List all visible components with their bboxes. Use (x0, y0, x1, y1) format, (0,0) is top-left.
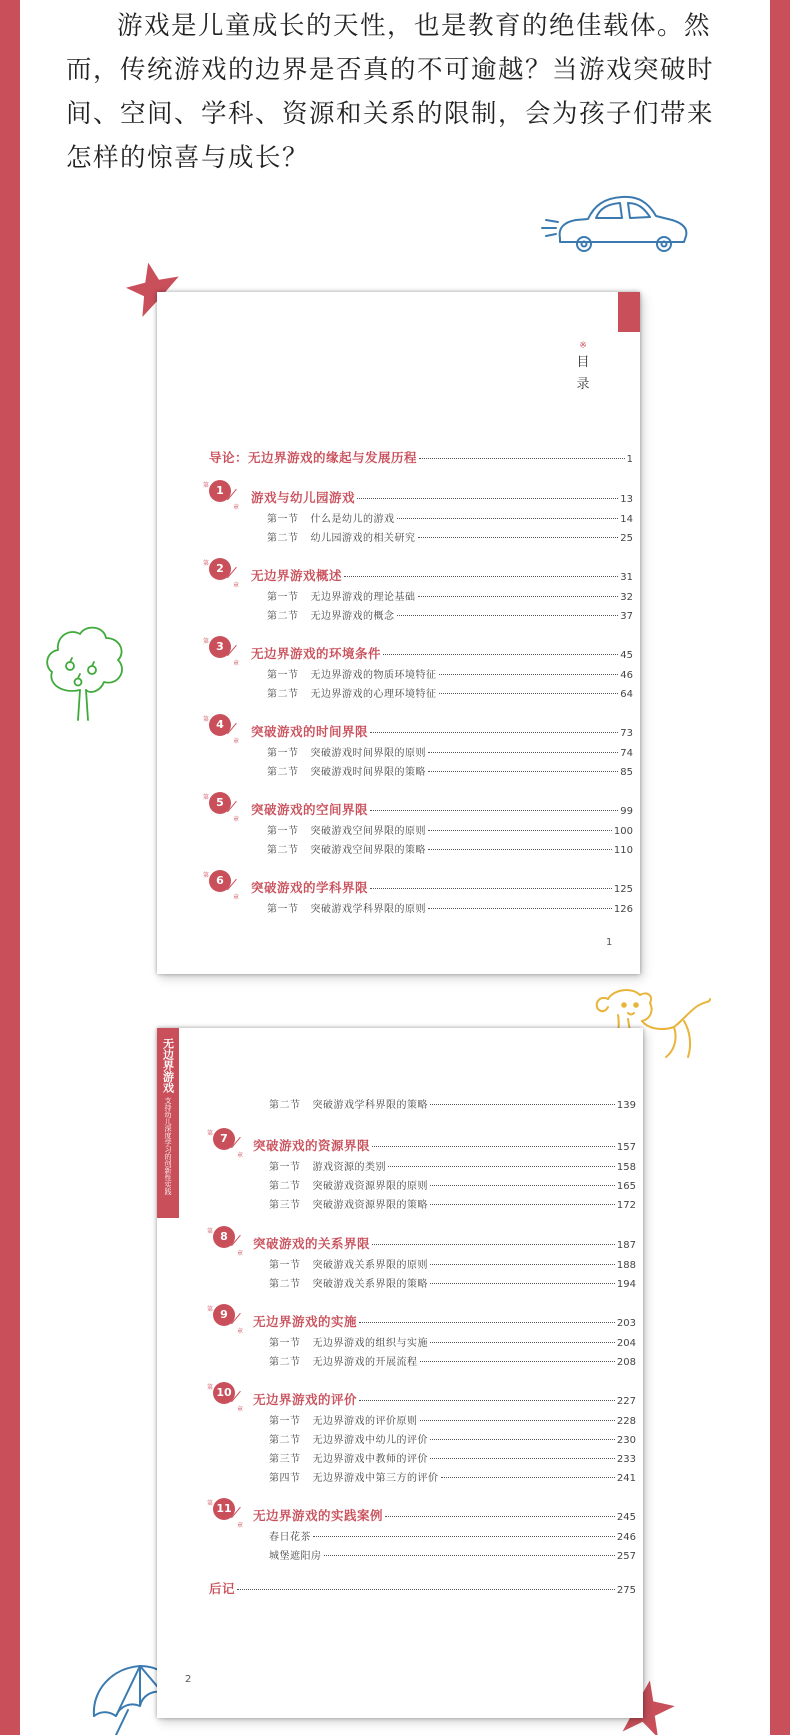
car-icon (540, 190, 700, 265)
chapter-di: 第 (207, 1384, 214, 1391)
toc-section-entry[interactable] (269, 1196, 636, 1211)
toc-title (575, 340, 591, 396)
section-title: 无边界游戏的组织与实施 (312, 1338, 428, 1349)
section-number: 第二节 (269, 1435, 301, 1446)
toc-leader-dots (313, 1536, 615, 1537)
toc-leader-dots (359, 1322, 615, 1323)
toc-intro-entry[interactable] (209, 448, 633, 466)
section-title: 突破游戏学科界限的策略 (312, 1100, 428, 1111)
toc-page-number: 165 (616, 1181, 636, 1192)
chapter-badge (207, 1498, 247, 1529)
chapter-number-badge: 11 (213, 1498, 235, 1520)
section-number: 第一节 (269, 1416, 301, 1427)
chapter-di: 第 (207, 1130, 214, 1137)
toc-section-entry[interactable] (269, 1431, 636, 1446)
toc-page-number: 208 (616, 1357, 636, 1368)
chapter-title: 突破游戏的空间界限 (251, 802, 369, 817)
toc-leader-dots (430, 1204, 615, 1205)
section-number: 第一节 (267, 592, 299, 603)
toc-chapter-entry[interactable] (251, 644, 633, 662)
section-number: 第二节 (269, 1279, 301, 1290)
toc-page-number: 139 (616, 1100, 636, 1111)
toc-page-number: 158 (616, 1162, 636, 1173)
toc-page-number: 228 (616, 1416, 636, 1427)
section-number: 第一节 (269, 1260, 301, 1271)
toc-leader-dots (428, 771, 618, 772)
toc-page-number: 45 (620, 650, 633, 661)
chapter-di: 第 (203, 560, 210, 567)
section-title: 什么是幼儿的游戏 (310, 514, 395, 525)
toc-section-entry[interactable] (267, 666, 633, 681)
section-title: 突破游戏资源界限的策略 (312, 1200, 428, 1211)
section-number: 第二节 (269, 1100, 301, 1111)
toc-chapter-entry[interactable] (253, 1312, 636, 1330)
chapter-number-badge: 7 (213, 1128, 235, 1150)
toc-page-number: 157 (616, 1142, 636, 1153)
section-number: 第二节 (267, 611, 299, 622)
toc-leader-dots (428, 752, 618, 753)
section-number: 第一节 (267, 670, 299, 681)
right-border (770, 0, 790, 1735)
toc-leader-dots (370, 810, 618, 811)
chapter-number-badge: 4 (209, 714, 231, 736)
section-title: 无边界游戏的开展流程 (312, 1357, 418, 1368)
section-title: 突破游戏空间界限的原则 (310, 826, 426, 837)
section-title: 突破游戏关系界限的策略 (312, 1279, 428, 1290)
toc-chapter-entry[interactable] (253, 1506, 636, 1524)
section-title: 无边界游戏的心理环境特征 (310, 689, 437, 700)
toc-chapter-entry[interactable] (251, 800, 633, 818)
toc-section-entry[interactable] (267, 529, 633, 544)
chapter-number-badge: 8 (213, 1226, 235, 1248)
toc-page-number: 64 (620, 689, 633, 700)
toc-page-number: 100 (613, 826, 633, 837)
chapter-title: 无边界游戏的评价 (253, 1392, 358, 1407)
toc-page-number: 110 (613, 845, 633, 856)
toc-section-entry[interactable] (269, 1528, 636, 1543)
toc-chapter-entry[interactable] (251, 722, 633, 740)
toc-leader-dots (372, 1244, 615, 1245)
page-number: 1 (606, 937, 613, 948)
chapter-zhang: 章 (237, 1250, 244, 1257)
toc-leader-dots (359, 1400, 615, 1401)
toc-chapter-entry[interactable] (253, 1234, 636, 1252)
toc-page-number: 1 (626, 454, 633, 465)
section-number: 第二节 (267, 767, 299, 778)
toc-leader-dots (428, 849, 612, 850)
toc-page-number: 241 (616, 1473, 636, 1484)
chapter-title: 游戏与幼儿园游戏 (251, 490, 356, 505)
chapter-badge (207, 1128, 247, 1159)
chapter-badge (203, 636, 243, 667)
toc-leader-dots (430, 1185, 615, 1186)
chapter-number-badge: 3 (209, 636, 231, 658)
toc-intro-label: 导论：无边界游戏的缘起与发展历程 (209, 450, 418, 465)
toc-page-number: 188 (616, 1260, 636, 1271)
toc-section-entry[interactable] (269, 1158, 636, 1173)
toc-leader-dots (370, 732, 618, 733)
section-number: 第一节 (269, 1162, 301, 1173)
toc-leader-dots (324, 1555, 615, 1556)
toc-leader-dots (430, 1439, 615, 1440)
chapter-number-badge: 10 (213, 1382, 235, 1404)
chapter-zhang: 章 (237, 1152, 244, 1159)
toc-page-number: 257 (616, 1551, 636, 1562)
section-number: 第一节 (267, 904, 299, 915)
toc-section-entry[interactable] (267, 822, 633, 837)
section-title: 突破游戏空间界限的策略 (310, 845, 426, 856)
toc-page-number: 227 (616, 1396, 636, 1407)
toc-section-entry[interactable] (269, 1256, 636, 1271)
section-number: 第一节 (267, 826, 299, 837)
section-number: 第二节 (269, 1181, 301, 1192)
chapter-di: 第 (207, 1306, 214, 1313)
toc-page-number: 275 (616, 1585, 636, 1596)
chapter-di: 第 (203, 482, 210, 489)
toc-leader-dots (357, 498, 618, 499)
section-number: 第三节 (269, 1200, 301, 1211)
toc-chapter-entry[interactable] (251, 488, 633, 506)
section-number: 第二节 (267, 689, 299, 700)
toc-page-number: 74 (620, 748, 633, 759)
toc-section-entry[interactable] (269, 1096, 636, 1111)
toc-section-entry[interactable] (267, 607, 633, 622)
section-title: 突破游戏时间界限的策略 (310, 767, 426, 778)
section-number: 第一节 (267, 748, 299, 759)
toc-leader-dots (439, 674, 619, 675)
chapter-title: 突破游戏的学科界限 (251, 880, 369, 895)
tree-icon (42, 622, 128, 722)
section-title: 突破游戏学科界限的原则 (310, 904, 426, 915)
chapter-badge (203, 792, 243, 823)
intro-paragraph: 游戏是儿童成长的天性，也是教育的绝佳载体。然而，传统游戏的边界是否真的不可逾越？当游戏突破时间、空间、学科、资源和关系的限制，会为孩子们带来怎样的惊喜与成长？ (66, 11, 715, 173)
toc-leader-dots (420, 1420, 615, 1421)
toc-leader-dots (418, 537, 619, 538)
chapter-title: 无边界游戏的实践案例 (253, 1508, 384, 1523)
section-title: 春日花茶 (269, 1532, 311, 1543)
toc-leader-dots (419, 458, 625, 459)
toc-section-entry[interactable] (269, 1177, 636, 1192)
chapter-zhang: 章 (233, 894, 240, 901)
toc-leader-dots (383, 654, 618, 655)
chapter-di: 第 (207, 1500, 214, 1507)
chapter-badge (203, 714, 243, 745)
chapter-number-badge: 5 (209, 792, 231, 814)
page-number: 2 (185, 1674, 192, 1685)
chapter-title: 突破游戏的资源界限 (253, 1138, 371, 1153)
toc-section-entry[interactable] (267, 685, 633, 700)
toc-star: ※ (579, 341, 587, 351)
toc-section-entry[interactable] (267, 763, 633, 778)
section-number: 第二节 (269, 1357, 301, 1368)
afterword-label: 后记 (209, 1581, 236, 1596)
toc-page-number: 13 (620, 494, 633, 505)
toc-section-entry[interactable] (267, 588, 633, 603)
chapter-zhang: 章 (233, 582, 240, 589)
section-title: 无边界游戏中第三方的评价 (312, 1473, 439, 1484)
toc-leader-dots (430, 1342, 615, 1343)
section-number: 第二节 (267, 845, 299, 856)
toc-page-number: 125 (613, 884, 633, 895)
chapter-di: 第 (207, 1228, 214, 1235)
chapter-zhang: 章 (237, 1328, 244, 1335)
book-side-title: 无边界游戏 (161, 1038, 175, 1093)
book-side-tab (157, 1028, 179, 1218)
toc-chapter-entry[interactable] (251, 566, 633, 584)
toc-section-entry[interactable] (269, 1275, 636, 1290)
chapter-di: 第 (203, 872, 210, 879)
chapter-zhang: 章 (233, 660, 240, 667)
toc-page-number: 14 (620, 514, 633, 525)
toc-leader-dots (372, 1146, 615, 1147)
toc-section-entry[interactable] (269, 1450, 636, 1465)
section-title: 幼儿园游戏的相关研究 (310, 533, 416, 544)
toc-leader-dots (388, 1166, 615, 1167)
toc-leader-dots (370, 888, 612, 889)
section-title: 无边界游戏的物质环境特征 (310, 670, 437, 681)
toc-section-entry[interactable] (269, 1334, 636, 1349)
toc-page-number: 203 (616, 1318, 636, 1329)
chapter-title: 无边界游戏的环境条件 (251, 646, 382, 661)
section-title: 城堡遮阳房 (269, 1551, 322, 1562)
chapter-number-badge: 2 (209, 558, 231, 580)
toc-page-number: 31 (620, 572, 633, 583)
section-title: 无边界游戏的评价原则 (312, 1416, 418, 1427)
section-title: 无边界游戏中教师的评价 (312, 1454, 428, 1465)
toc-leader-dots (430, 1104, 615, 1105)
toc-leader-dots (439, 693, 619, 694)
toc-chapter-entry[interactable] (253, 1390, 636, 1408)
chapter-title: 无边界游戏的实施 (253, 1314, 358, 1329)
toc-title-text: 目录 (576, 355, 590, 392)
toc-page-number: 246 (616, 1532, 636, 1543)
section-title: 突破游戏资源界限的原则 (312, 1181, 428, 1192)
toc-leader-dots (397, 615, 619, 616)
section-title: 游戏资源的类别 (312, 1162, 386, 1173)
section-title: 无边界游戏的概念 (310, 611, 395, 622)
toc-leader-dots (418, 596, 619, 597)
toc-page-number: 230 (616, 1435, 636, 1446)
section-number: 第一节 (267, 514, 299, 525)
toc-leader-dots (430, 1264, 615, 1265)
chapter-badge (203, 870, 243, 901)
toc-page-number: 32 (620, 592, 633, 603)
toc-section-entry[interactable] (269, 1412, 636, 1427)
toc-section-entry[interactable] (269, 1547, 636, 1562)
chapter-number-badge: 6 (209, 870, 231, 892)
toc-leader-dots (430, 1458, 615, 1459)
toc-page-number: 187 (616, 1240, 636, 1251)
toc-page-number: 73 (620, 728, 633, 739)
page-corner-tab (618, 292, 640, 332)
chapter-title: 突破游戏的时间界限 (251, 724, 369, 739)
section-title: 无边界游戏中幼儿的评价 (312, 1435, 428, 1446)
toc-page-number: 126 (613, 904, 633, 915)
toc-section-entry[interactable] (267, 510, 633, 525)
section-title: 突破游戏时间界限的原则 (310, 748, 426, 759)
book-side-subtitle: 支持幼儿深度学习的创新性实践 (164, 1097, 172, 1195)
toc-leader-dots (397, 518, 619, 519)
toc-page-number: 194 (616, 1279, 636, 1290)
chapter-number-badge: 1 (209, 480, 231, 502)
chapter-badge (203, 480, 243, 511)
toc-leader-dots (441, 1477, 615, 1478)
toc-chapter-entry[interactable] (251, 878, 633, 896)
chapter-zhang: 章 (233, 504, 240, 511)
toc-section-entry[interactable] (267, 744, 633, 759)
chapter-zhang: 章 (233, 816, 240, 823)
toc-page-number: 245 (616, 1512, 636, 1523)
toc-page-number: 172 (616, 1200, 636, 1211)
chapter-zhang: 章 (237, 1406, 244, 1413)
toc-page-2 (157, 1028, 643, 1718)
toc-page-number: 85 (620, 767, 633, 778)
chapter-title: 无边界游戏概述 (251, 568, 343, 583)
toc-page-number: 46 (620, 670, 633, 681)
toc-leader-dots (344, 576, 618, 577)
toc-leader-dots (385, 1516, 615, 1517)
chapter-badge (207, 1304, 247, 1335)
toc-leader-dots (428, 830, 612, 831)
toc-leader-dots (428, 908, 612, 909)
toc-section-entry[interactable] (269, 1353, 636, 1368)
chapter-badge (203, 558, 243, 589)
section-number: 第一节 (269, 1338, 301, 1349)
toc-section-entry[interactable] (269, 1469, 636, 1484)
section-number: 第三节 (269, 1454, 301, 1465)
toc-leader-dots (420, 1361, 615, 1362)
section-number: 第四节 (269, 1473, 301, 1484)
toc-afterword-entry[interactable] (209, 1579, 636, 1597)
toc-page-number: 37 (620, 611, 633, 622)
chapter-zhang: 章 (233, 738, 240, 745)
left-border (0, 0, 20, 1735)
toc-leader-dots (237, 1589, 615, 1590)
toc-leader-dots (430, 1283, 615, 1284)
chapter-number-badge: 9 (213, 1304, 235, 1326)
chapter-title: 突破游戏的关系界限 (253, 1236, 371, 1251)
toc-section-entry[interactable] (267, 841, 633, 856)
toc-page-number: 25 (620, 533, 633, 544)
chapter-di: 第 (203, 638, 210, 645)
section-title: 突破游戏关系界限的原则 (312, 1260, 428, 1271)
chapter-badge (207, 1382, 247, 1413)
toc-page-number: 99 (620, 806, 633, 817)
toc-page-1 (157, 292, 640, 974)
chapter-badge (207, 1226, 247, 1257)
chapter-di: 第 (203, 794, 210, 801)
section-title: 无边界游戏的理论基础 (310, 592, 416, 603)
chapter-zhang: 章 (237, 1522, 244, 1529)
toc-chapter-entry[interactable] (253, 1136, 636, 1154)
toc-page-number: 233 (616, 1454, 636, 1465)
toc-section-entry[interactable] (267, 900, 633, 915)
chapter-di: 第 (203, 716, 210, 723)
toc-page-number: 204 (616, 1338, 636, 1349)
section-number: 第二节 (267, 533, 299, 544)
